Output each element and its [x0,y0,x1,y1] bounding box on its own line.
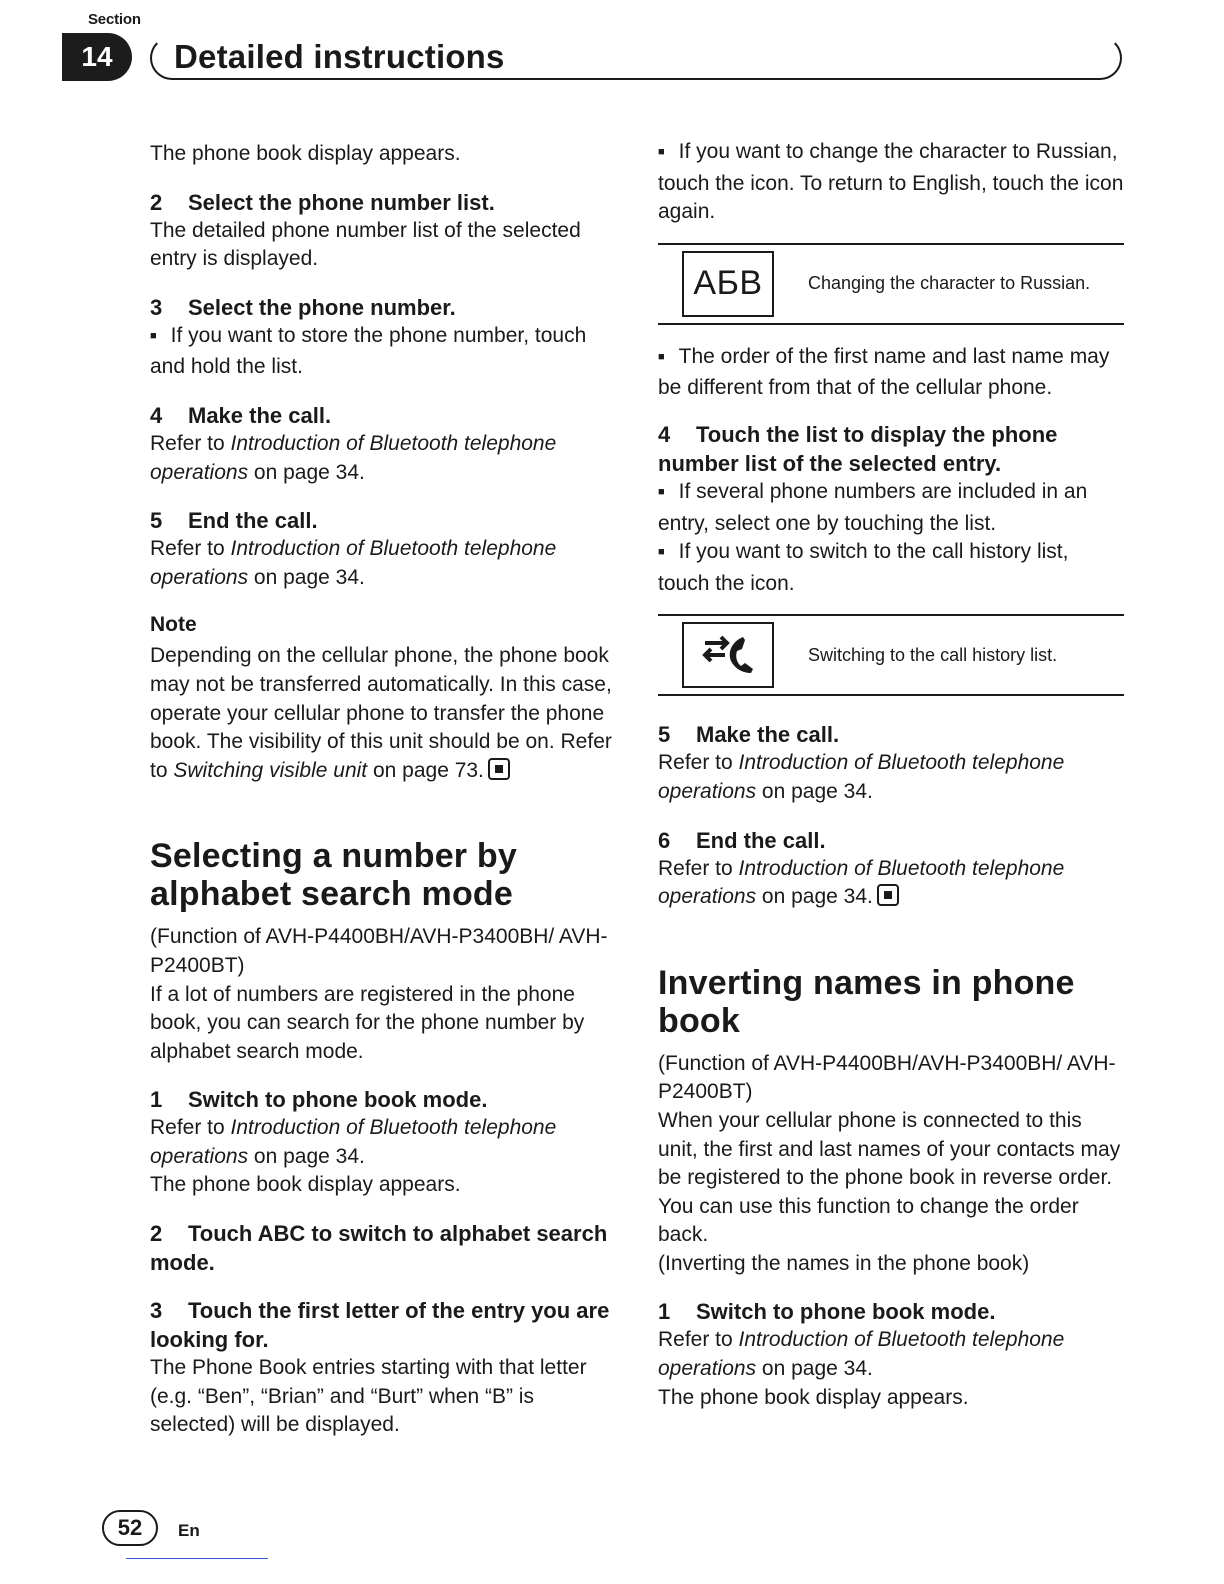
step-heading: 1 Switch to phone book mode. [658,1299,996,1325]
page-number: 52 [102,1510,158,1546]
cross-reference: Introduction of Bluetooth telephone operations [658,751,1065,803]
function-note: (Function of AVH-P4400BH/AVH-P3400BH/ AVH-P2400BT) [658,1051,1116,1104]
cross-reference: Switching visible unit [173,758,368,782]
footer-rule [126,1558,268,1559]
section-intro: (Inverting the names in the phone book) [658,1251,1030,1275]
bullet-item: ■ If you want to switch to the call history list, touch the icon. [658,538,1124,598]
step-body: The Phone Book entries starting with that letter (e.g. “Ben”, “Brian” and “Burt” when “B” is selected) will be displayed. [150,1356,587,1437]
section-intro: When your cellular phone is connected to this unit, the first and last names of your contacts may be registered to the phone book in reverse order. You can use this function to change the order back. [658,1108,1121,1247]
step-body: The phone book display appears. [658,1385,969,1409]
step-heading: 5 End the call. [150,508,318,534]
step-body: Refer to Introduction of Bluetooth telephone operations on page 34. [150,1116,557,1168]
step-heading: 5 Make the call. [658,722,840,748]
call-history-icon [682,622,774,688]
step-heading: 2 Select the phone number list. [150,189,495,215]
step-body: Refer to Introduction of Bluetooth telephone operations on page 34. [150,537,557,589]
bullet-item: ■ The order of the first name and last name may be different from that of the cellular phone. [658,343,1124,403]
page-title: Detailed instructions [174,38,505,75]
note-heading: Note [150,613,197,637]
russian-character-icon: АБВ [682,251,774,317]
icon-description: Switching to the call history list. [808,644,1058,665]
icon-table-russian [658,243,1124,325]
right-column [658,136,1124,1412]
step-body: Refer to Introduction of Bluetooth telephone operations on page 34. [658,856,1065,909]
step-body: The detailed phone number list of the selected entry is displayed. [150,218,581,271]
left-column [150,136,620,1440]
step-heading: 4 Make the call. [150,402,332,428]
bullet-item: ■ If you want to store the phone number, touch and hold the list. [150,322,620,382]
cross-reference: Introduction of Bluetooth telephone operations [150,431,557,484]
step-heading: 3 Select the phone number. [150,294,456,320]
step-heading: 4 Touch the list to display the phone number list of the selected entry. [658,421,1058,476]
cross-reference: Introduction of Bluetooth telephone operations [658,856,1065,909]
end-of-section-icon [877,884,899,906]
step-heading: 6 End the call. [658,827,826,853]
step-body: Refer to Introduction of Bluetooth telephone operations on page 34. [658,751,1065,803]
step-body: Refer to Introduction of Bluetooth telephone operations on page 34. [150,431,557,484]
cross-reference: Introduction of Bluetooth telephone operations [150,537,557,589]
section-number-badge: 14 [62,33,132,81]
language-code: En [178,1521,200,1540]
icon-table-call-history [658,614,1124,696]
step-heading: 3 Touch the first letter of the entry you are looking for. [150,1298,610,1353]
section-heading: Inverting names in phone book [658,963,1075,1040]
cross-reference: Introduction of Bluetooth telephone operations [658,1328,1065,1381]
bullet-item: ■ If several phone numbers are included in an entry, select one by touching the list. [658,478,1124,538]
bullet-item: ■ If you want to change the character to Russian, touch the icon. To return to English, touch the icon again. [658,138,1124,227]
icon-description: Changing the character to Russian. [808,273,1091,294]
function-note: (Function of AVH-P4400BH/AVH-P3400BH/ AVH-P2400BT) [150,925,608,977]
step-body: The phone book display appears. [150,1173,461,1197]
step-heading: 2 Touch ABC to switch to alphabet search mode. [150,1221,608,1276]
step-body: Refer to Introduction of Bluetooth telephone operations on page 34. [658,1328,1065,1381]
cross-reference: Introduction of Bluetooth telephone operations [150,1116,557,1168]
section-label: Section [88,11,141,28]
step-heading: 1 Switch to phone book mode. [150,1087,488,1113]
section-heading: Selecting a number by alphabet search mode [150,837,517,914]
intro-text: The phone book display appears. [150,142,461,165]
section-intro: If a lot of numbers are registered in the phone book, you can search for the phone number by alphabet search mode. [150,982,585,1063]
end-of-section-icon [488,758,510,780]
note-body: Depending on the cellular phone, the phone book may not be transferred automatically. In this case, operate your cellular phone to transfer the phone book. The visibility of this unit should be on. Refer to Switching visible unit on page 73. [150,644,612,782]
